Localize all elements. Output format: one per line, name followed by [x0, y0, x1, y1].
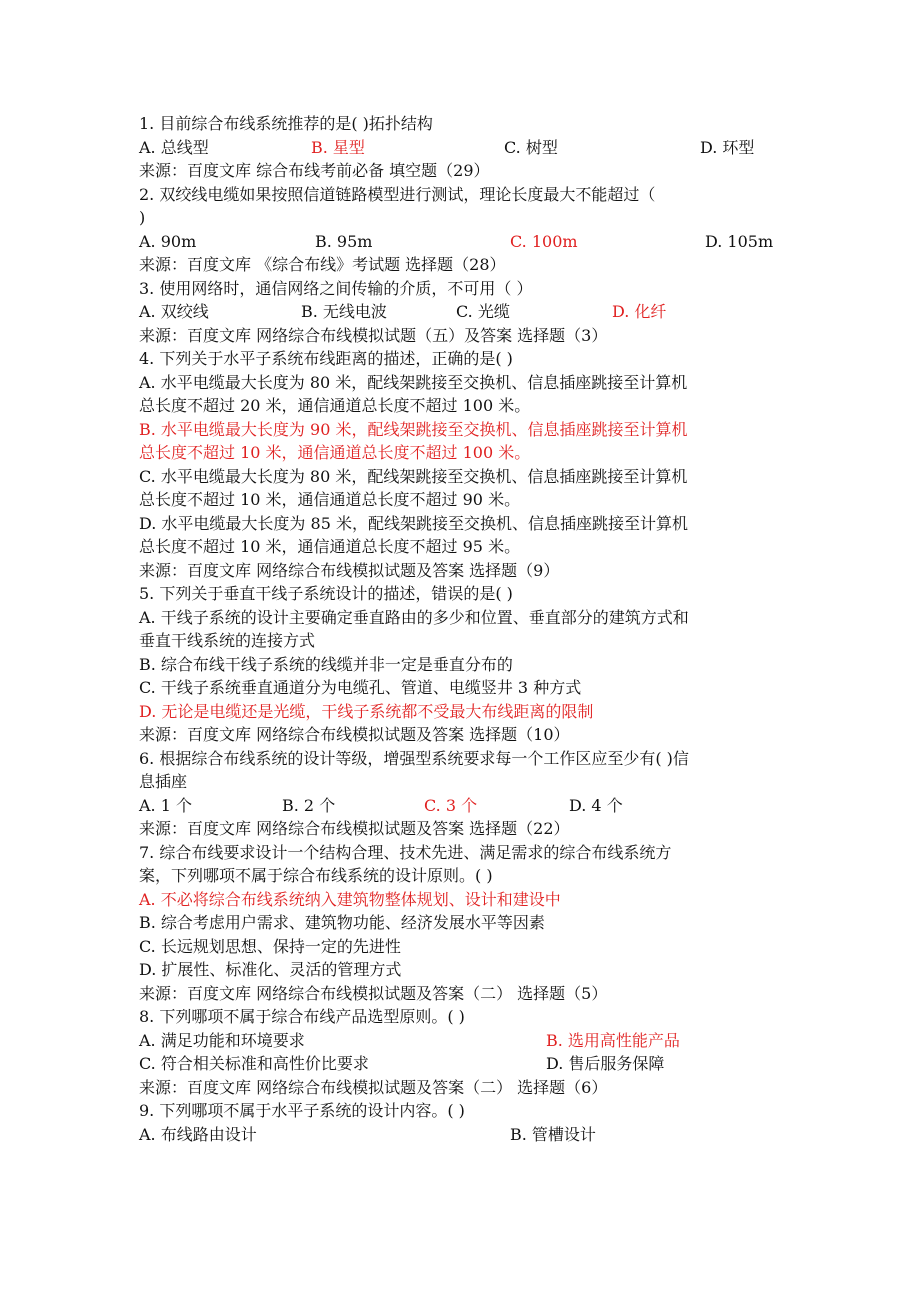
question-7-text-line1: 7. 综合布线要求设计一个结构合理、技术先进、满足需求的综合布线系统方	[139, 842, 672, 862]
q5-option-a-line2: 垂直干线系统的连接方式	[139, 631, 316, 650]
question-2-source: 来源：百度文库 《综合布线》考试题 选择题（28）	[139, 255, 506, 274]
q9-option-a: A. 布线路由设计	[139, 1124, 257, 1144]
question-7-text-line2: 案，下列哪项不属于综合布线系统的设计原则。( )	[139, 866, 493, 885]
q4-option-b-answer-line1: B. 水平电缆最大长度为 90 米，配线架跳接至交换机、信息插座跳接至计算机	[139, 419, 688, 439]
q1-option-a: A. 总线型	[139, 137, 209, 157]
q3-option-b: B. 无线电波	[301, 302, 387, 321]
question-3-source: 来源：百度文库 网络综合布线模拟试题（五）及答案 选择题（3）	[139, 325, 608, 345]
question-4-text: 4. 下列关于水平子系统布线距离的描述，正确的是( )	[139, 349, 513, 368]
q9-option-b: B. 管槽设计	[510, 1124, 596, 1144]
q1-option-d: D. 环型	[700, 137, 755, 157]
question-1-text: 1. 目前综合布线系统推荐的是( )拓扑结构	[139, 114, 433, 133]
question-6-text-line2: 息插座	[139, 772, 188, 791]
q6-option-b: B. 2 个	[282, 795, 336, 815]
q5-option-b: B. 综合布线干线子系统的线缆并非一定是垂直分布的	[139, 654, 513, 674]
q7-option-d: D. 扩展性、标准化、灵活的管理方式	[139, 960, 402, 979]
question-5-source: 来源：百度文库 网络综合布线模拟试题及答案 选择题（10）	[139, 725, 570, 744]
question-6-source: 来源：百度文库 网络综合布线模拟试题及答案 选择题（22）	[139, 819, 570, 838]
q4-option-b-answer-line2: 总长度不超过 10 米，通信通道总长度不超过 100 米。	[139, 443, 531, 462]
q2-option-c-answer: C. 100m	[510, 231, 578, 251]
question-3-options	[139, 300, 839, 324]
q6-option-d: D. 4 个	[569, 795, 623, 815]
question-9-text: 9. 下列哪项不属于水平子系统的设计内容。( )	[139, 1101, 465, 1120]
q1-option-c: C. 树型	[504, 137, 558, 157]
q7-option-a-answer: A. 不必将综合布线系统纳入建筑物整体规划、设计和建设中	[139, 889, 561, 909]
q6-option-c-answer: C. 3 个	[424, 795, 478, 815]
question-5-text: 5. 下列关于垂直干线子系统设计的描述，错误的是( )	[139, 584, 513, 603]
question-6-options	[139, 794, 839, 818]
q4-option-d-line2: 总长度不超过 10 米，通信通道总长度不超过 95 米。	[139, 537, 521, 556]
question-2-text-line2: )	[139, 208, 146, 227]
question-8-text: 8. 下列哪项不属于综合布线产品选型原则。( )	[139, 1007, 465, 1026]
q7-option-c: C. 长远规划思想、保持一定的先进性	[139, 936, 401, 956]
q3-option-a: A. 双绞线	[139, 302, 209, 321]
q8-option-a: A. 满足功能和环境要求	[139, 1030, 305, 1050]
question-4-source: 来源：百度文库 网络综合布线模拟试题及答案 选择题（9）	[139, 560, 560, 580]
q5-option-c: C. 干线子系统垂直通道分为电缆孔、管道、电缆竖井 3 种方式	[139, 678, 582, 697]
q8-option-c: C. 符合相关标准和高性价比要求	[139, 1054, 369, 1073]
question-2-options	[139, 230, 839, 254]
q4-option-d-line1: D. 水平电缆最大长度为 85 米，配线架跳接至交换机、信息插座跳接至计算机	[139, 513, 688, 533]
q8-option-d: D. 售后服务保障	[546, 1054, 665, 1073]
question-1-source: 来源：百度文库 综合布线考前必备 填空题（29）	[139, 161, 490, 180]
q2-option-d: D. 105m	[705, 231, 774, 251]
question-8-options-row1	[139, 1029, 839, 1053]
q8-option-b-answer: B. 选用高性能产品	[546, 1030, 680, 1050]
q4-option-a-line2: 总长度不超过 20 米，通信通道总长度不超过 100 米。	[139, 396, 531, 415]
q4-option-c-line1: C. 水平电缆最大长度为 80 米，配线架跳接至交换机、信息插座跳接至计算机	[139, 466, 688, 486]
question-1-options	[139, 136, 839, 160]
q4-option-a-line1: A. 水平电缆最大长度为 80 米，配线架跳接至交换机、信息插座跳接至计算机	[139, 372, 688, 392]
question-7-source: 来源：百度文库 网络综合布线模拟试题及答案（二） 选择题（5）	[139, 983, 608, 1003]
q6-option-a: A. 1 个	[139, 795, 192, 815]
q4-option-c-line2: 总长度不超过 10 米，通信通道总长度不超过 90 米。	[139, 490, 521, 509]
q1-option-b-answer: B. 星型	[311, 137, 365, 157]
q2-option-b: B. 95m	[315, 231, 373, 251]
question-9-options	[139, 1123, 839, 1147]
question-3-text: 3. 使用网络时，通信网络之间传输的介质，不可用（ ）	[139, 278, 533, 298]
q3-option-d-answer: D. 化纤	[612, 302, 667, 321]
q7-option-b: B. 综合考虑用户需求、建筑物功能、经济发展水平等因素	[139, 913, 545, 932]
q2-option-a: A. 90m	[139, 231, 197, 251]
q5-option-a-line1: A. 干线子系统的设计主要确定垂直路由的多少和位置、垂直部分的建筑方式和	[139, 607, 689, 627]
q3-option-c: C. 光缆	[456, 302, 510, 321]
question-8-options-row2	[139, 1052, 839, 1076]
question-6-text-line1: 6. 根据综合布线系统的设计等级，增强型系统要求每一个工作区应至少有( )信	[139, 748, 689, 768]
question-list	[139, 112, 839, 1146]
question-2-text-line1: 2. 双绞线电缆如果按照信道链路模型进行测试，理论长度最大不能超过（	[139, 184, 656, 204]
question-8-source: 来源：百度文库 网络综合布线模拟试题及答案（二） 选择题（6）	[139, 1077, 608, 1097]
q5-option-d-answer: D. 无论是电缆还是光缆，干线子系统都不受最大布线距离的限制	[139, 701, 594, 721]
